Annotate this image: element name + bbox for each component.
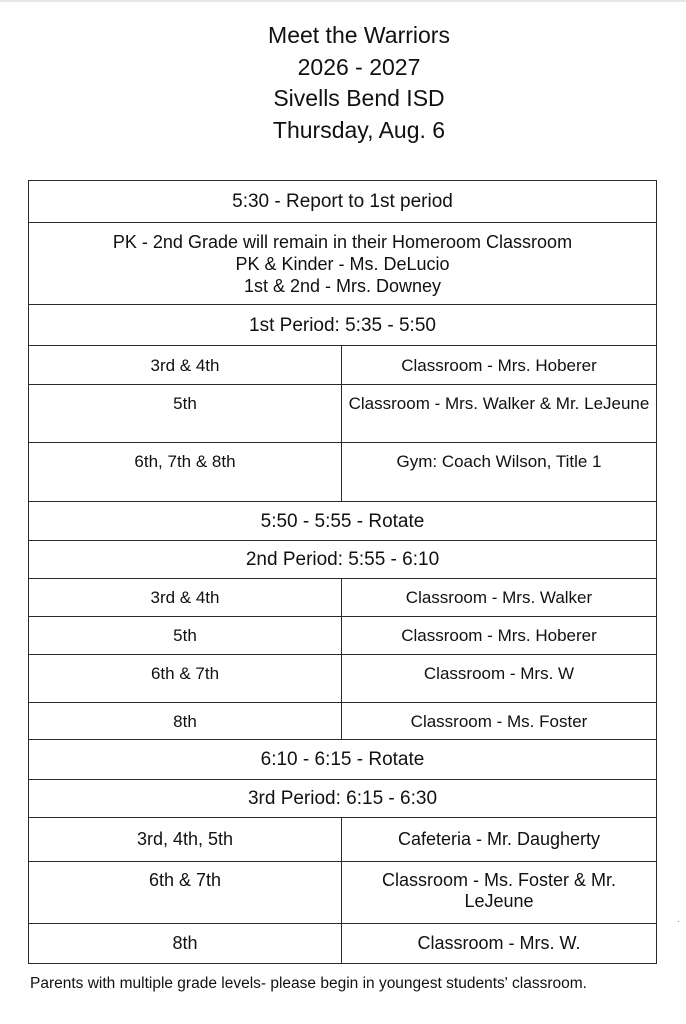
period-heading-row <box>29 541 657 579</box>
location-cell: Classroom - Ms. Foster & Mr. LeJeune <box>342 862 657 924</box>
table-row <box>29 703 657 740</box>
table-row <box>29 924 657 964</box>
stray-mark: · <box>677 916 681 927</box>
district-name: Sivells Bend ISD <box>273 85 445 111</box>
location-cell: Classroom - Ms. Foster <box>342 703 657 740</box>
location-cell: Classroom - Mrs. W. <box>342 924 657 964</box>
table-row <box>29 818 657 862</box>
location-cell: Classroom - Mrs. Hoberer <box>342 617 657 655</box>
location-cell: Classroom - Mrs. Hoberer <box>342 346 657 385</box>
grade-cell: 5th <box>29 385 342 443</box>
table-row <box>29 579 657 617</box>
homeroom-note: PK - 2nd Grade will remain in their Homeroom Classroom <box>112 231 573 252</box>
table-row <box>29 617 657 655</box>
rotate2-time: 6:10 - 6:15 - Rotate <box>29 740 657 780</box>
location-cell: Classroom - Mrs. Walker & Mr. LeJeune <box>342 385 657 443</box>
homeroom-cell <box>29 223 657 305</box>
document-header <box>0 20 686 146</box>
location-cell: Classroom - Mrs. Walker <box>342 579 657 617</box>
event-title: Meet the Warriors <box>268 22 450 48</box>
grade-cell: 6th, 7th & 8th <box>29 443 342 502</box>
period-heading-row <box>29 305 657 346</box>
homeroom-1st-2nd: 1st & 2nd - Mrs. Downey <box>243 275 442 296</box>
schedule-table <box>28 180 657 964</box>
rotate-row <box>29 502 657 541</box>
location-cell: Gym: Coach Wilson, Title 1 <box>342 443 657 502</box>
period2-heading: 2nd Period: 5:55 - 6:10 <box>29 541 657 579</box>
period1-heading: 1st Period: 5:35 - 5:50 <box>29 305 657 346</box>
homeroom-pk-kinder: PK & Kinder - Ms. DeLucio <box>235 253 450 274</box>
table-row <box>29 443 657 502</box>
period3-heading: 3rd Period: 6:15 - 6:30 <box>29 780 657 818</box>
homeroom-row <box>29 223 657 305</box>
table-row <box>29 655 657 703</box>
report-row <box>29 181 657 223</box>
report-time: 5:30 - Report to 1st period <box>29 181 657 223</box>
grade-cell: 8th <box>29 703 342 740</box>
parent-notice: Parents with multiple grade levels- please begin in youngest students' classroom. <box>30 975 587 992</box>
event-date: Thursday, Aug. 6 <box>272 116 446 143</box>
grade-cell: 6th & 7th <box>29 862 342 924</box>
top-rule <box>0 0 686 2</box>
grade-cell: 6th & 7th <box>29 655 342 703</box>
table-row <box>29 862 657 924</box>
location-cell: Classroom - Mrs. W <box>342 655 657 703</box>
table-row <box>29 385 657 443</box>
grade-cell: 3rd, 4th, 5th <box>29 818 342 862</box>
location-cell: Cafeteria - Mr. Daugherty <box>342 818 657 862</box>
grade-cell: 3rd & 4th <box>29 579 342 617</box>
grade-cell: 3rd & 4th <box>29 346 342 385</box>
grade-cell: 5th <box>29 617 342 655</box>
period-heading-row <box>29 780 657 818</box>
school-year: 2026 - 2027 <box>297 53 421 80</box>
rotate-row <box>29 740 657 780</box>
rotate1-time: 5:50 - 5:55 - Rotate <box>29 502 657 541</box>
table-row <box>29 346 657 385</box>
grade-cell: 8th <box>29 924 342 964</box>
